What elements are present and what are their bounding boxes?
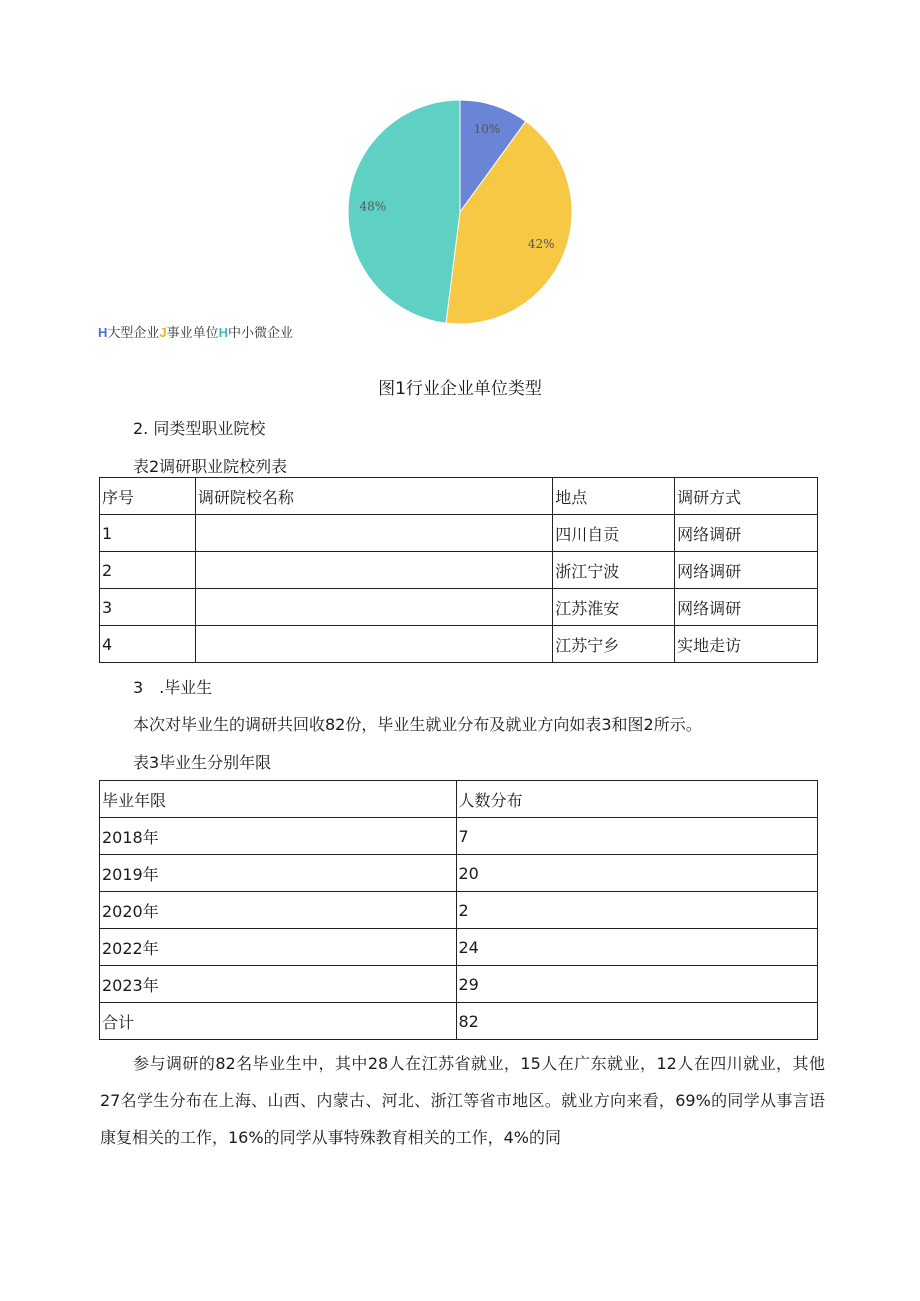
table-row bbox=[100, 552, 818, 589]
table-cell: 实地走访 bbox=[675, 626, 818, 663]
table-cell: 浙江宁波 bbox=[553, 552, 675, 589]
table-row bbox=[100, 515, 818, 552]
table-row bbox=[100, 1003, 818, 1040]
section-heading-3: 3 .毕业生 bbox=[133, 678, 213, 697]
intro-paragraph: 本次对毕业生的调研共回收82份，毕业生就业分布及就业方向如表3和图2所示。 bbox=[133, 715, 702, 734]
table-header-row bbox=[100, 781, 818, 818]
table2-caption: 表2调研职业院校列表 bbox=[133, 457, 288, 476]
table-cell: 2 bbox=[100, 552, 196, 589]
table-cell: 2023年 bbox=[100, 966, 457, 1003]
table-cell bbox=[195, 589, 552, 626]
table3 bbox=[99, 780, 818, 1040]
legend-label: 事业单位 bbox=[166, 326, 219, 341]
table-cell: 24 bbox=[456, 929, 818, 966]
table-header-cell: 调研院校名称 bbox=[195, 478, 552, 515]
table-cell: 2019年 bbox=[100, 855, 457, 892]
table-cell: 3 bbox=[100, 589, 196, 626]
legend-marker: J bbox=[159, 325, 167, 340]
figure-caption: 图1行业企业单位类型 bbox=[378, 379, 542, 399]
table-row bbox=[100, 855, 818, 892]
table-cell: 2 bbox=[456, 892, 818, 929]
legend-label: 中小微企业 bbox=[228, 326, 294, 341]
pie-chart bbox=[330, 95, 590, 330]
table-cell: 江苏宁乡 bbox=[553, 626, 675, 663]
table-cell: 网络调研 bbox=[675, 589, 818, 626]
table-cell: 四川自贡 bbox=[553, 515, 675, 552]
table-cell: 2022年 bbox=[100, 929, 457, 966]
table-header-row bbox=[100, 478, 818, 515]
body-paragraph: 参与调研的82名毕业生中，其中28人在江苏省就业，15人在广东就业，12人在四川就业，其他27名学生分布在上海、山西、内蒙古、河北、浙江等省市地区。就业方向来看，69%的同学从事言语康复相关的工作，16%的同学从事特殊教育相关的工作，4%的同 bbox=[100, 1054, 825, 1147]
table-row bbox=[100, 626, 818, 663]
pie-slice-label: 10% bbox=[473, 121, 501, 136]
legend-marker: H bbox=[218, 325, 229, 340]
table-header-cell: 序号 bbox=[100, 478, 196, 515]
table-row bbox=[100, 589, 818, 626]
section-heading-2: 2. 同类型职业院校 bbox=[133, 419, 266, 438]
table-row bbox=[100, 818, 818, 855]
table-row bbox=[100, 966, 818, 1003]
table-cell: 1 bbox=[100, 515, 196, 552]
table-cell: 4 bbox=[100, 626, 196, 663]
table-cell: 网络调研 bbox=[675, 552, 818, 589]
table2 bbox=[99, 477, 818, 663]
table-header-cell: 地点 bbox=[553, 478, 675, 515]
table-cell: 合计 bbox=[100, 1003, 457, 1040]
table-cell: 7 bbox=[456, 818, 818, 855]
pie-slice-label: 42% bbox=[527, 237, 555, 252]
table-header-cell: 调研方式 bbox=[675, 478, 818, 515]
table-header-cell: 毕业年限 bbox=[100, 781, 457, 818]
legend-marker: H bbox=[98, 325, 108, 340]
pie-legend bbox=[98, 322, 293, 341]
table-cell bbox=[195, 515, 552, 552]
table-cell: 2020年 bbox=[100, 892, 457, 929]
table-header-cell: 人数分布 bbox=[456, 781, 818, 818]
table-cell: 20 bbox=[456, 855, 818, 892]
table-cell: 网络调研 bbox=[675, 515, 818, 552]
table-cell: 82 bbox=[456, 1003, 818, 1040]
legend-label: 大型企业 bbox=[107, 326, 160, 341]
table-cell: 江苏淮安 bbox=[553, 589, 675, 626]
table-cell: 29 bbox=[456, 966, 818, 1003]
table-cell: 2018年 bbox=[100, 818, 457, 855]
table-cell bbox=[195, 626, 552, 663]
table-cell bbox=[195, 552, 552, 589]
table3-caption: 表3毕业生分别年限 bbox=[133, 753, 272, 772]
table-row bbox=[100, 929, 818, 966]
table-row bbox=[100, 892, 818, 929]
pie-slice-label: 48% bbox=[359, 199, 387, 214]
